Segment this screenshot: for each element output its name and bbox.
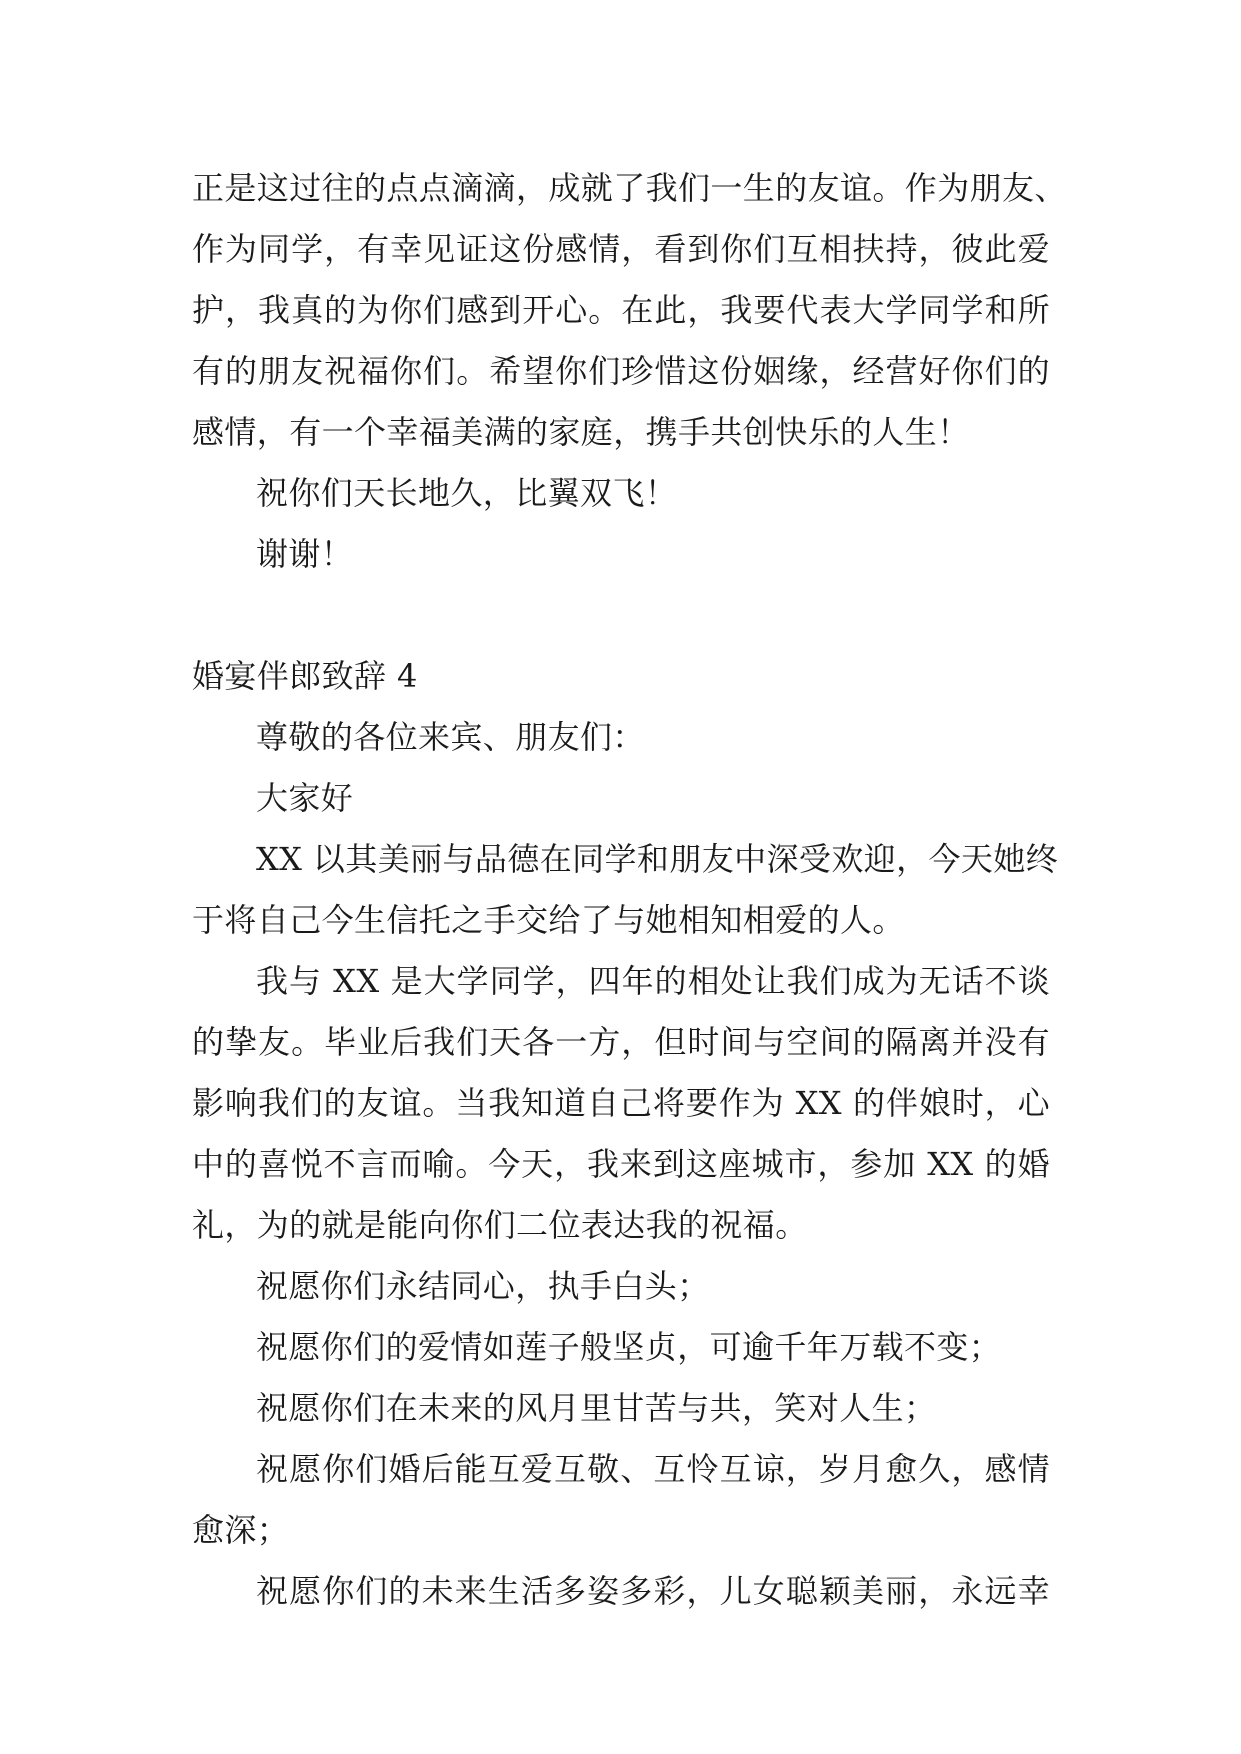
- document-body: [192, 158, 1067, 1622]
- paragraph-line: 礼，为的就是能向你们二位表达我的祝福。: [192, 1206, 808, 1244]
- paragraph-line: 有的朋友祝福你们。希望你们珍惜这份姻缘，经营好你们的: [192, 352, 1050, 390]
- paragraph-line: 中的喜悦不言而喻。今天，我来到这座城市，参加 XX 的婚: [192, 1145, 1050, 1183]
- greeting: 大家好: [256, 779, 354, 817]
- paragraph-line: XX 以其美丽与品德在同学和朋友中深受欢迎，今天她终: [256, 840, 1059, 878]
- wish-line: 祝愿你们永结同心，执手白头；: [256, 1267, 710, 1305]
- paragraph-friendship: [192, 951, 1050, 1256]
- closing-wish: 祝你们天长地久，比翼双飞！: [256, 474, 678, 512]
- section-spacer: [192, 585, 1050, 646]
- paragraph-line: 作为同学，有幸见证这份感情，看到你们互相扶持，彼此爱: [192, 230, 1050, 268]
- salutation: 尊敬的各位来宾、朋友们：: [256, 718, 645, 756]
- section-title: 婚宴伴郎致辞 4: [192, 657, 418, 695]
- paragraph-line: 护，我真的为你们感到开心。在此，我要代表大学同学和所: [192, 291, 1050, 329]
- paragraph-line: 正是这过往的点点滴滴，成就了我们一生的友谊。作为朋友、: [192, 169, 1067, 207]
- wish-line: 祝愿你们在未来的风月里甘苦与共，笑对人生；: [256, 1389, 937, 1427]
- wish-line: 祝愿你们婚后能互爱互敬、互怜互谅，岁月愈久，感情: [256, 1450, 1050, 1488]
- wish-paragraph: [192, 1439, 1050, 1561]
- paragraph-line: 影响我们的友谊。当我知道自己将要作为 XX 的伴娘时，心: [192, 1084, 1050, 1122]
- paragraph-closing: [192, 158, 1067, 463]
- paragraph-line: 感情，有一个幸福美满的家庭，携手共创快乐的人生！: [192, 413, 970, 451]
- paragraph-intro: [192, 829, 1059, 951]
- paragraph-line: 我与 XX 是大学同学，四年的相处让我们成为无话不谈: [256, 962, 1050, 1000]
- wish-line: 愈深；: [192, 1511, 290, 1549]
- wish-line: 祝愿你们的爱情如莲子般坚贞，可逾千年万载不变；: [256, 1328, 1002, 1366]
- paragraph-line: 于将自己今生信托之手交给了与她相知相爱的人。: [192, 901, 905, 939]
- wish-line: 祝愿你们的未来生活多姿多彩，儿女聪颖美丽，永远幸: [256, 1572, 1050, 1610]
- paragraph-line: 的挚友。毕业后我们天各一方，但时间与空间的隔离并没有: [192, 1023, 1050, 1061]
- closing-thanks: 谢谢！: [256, 535, 354, 573]
